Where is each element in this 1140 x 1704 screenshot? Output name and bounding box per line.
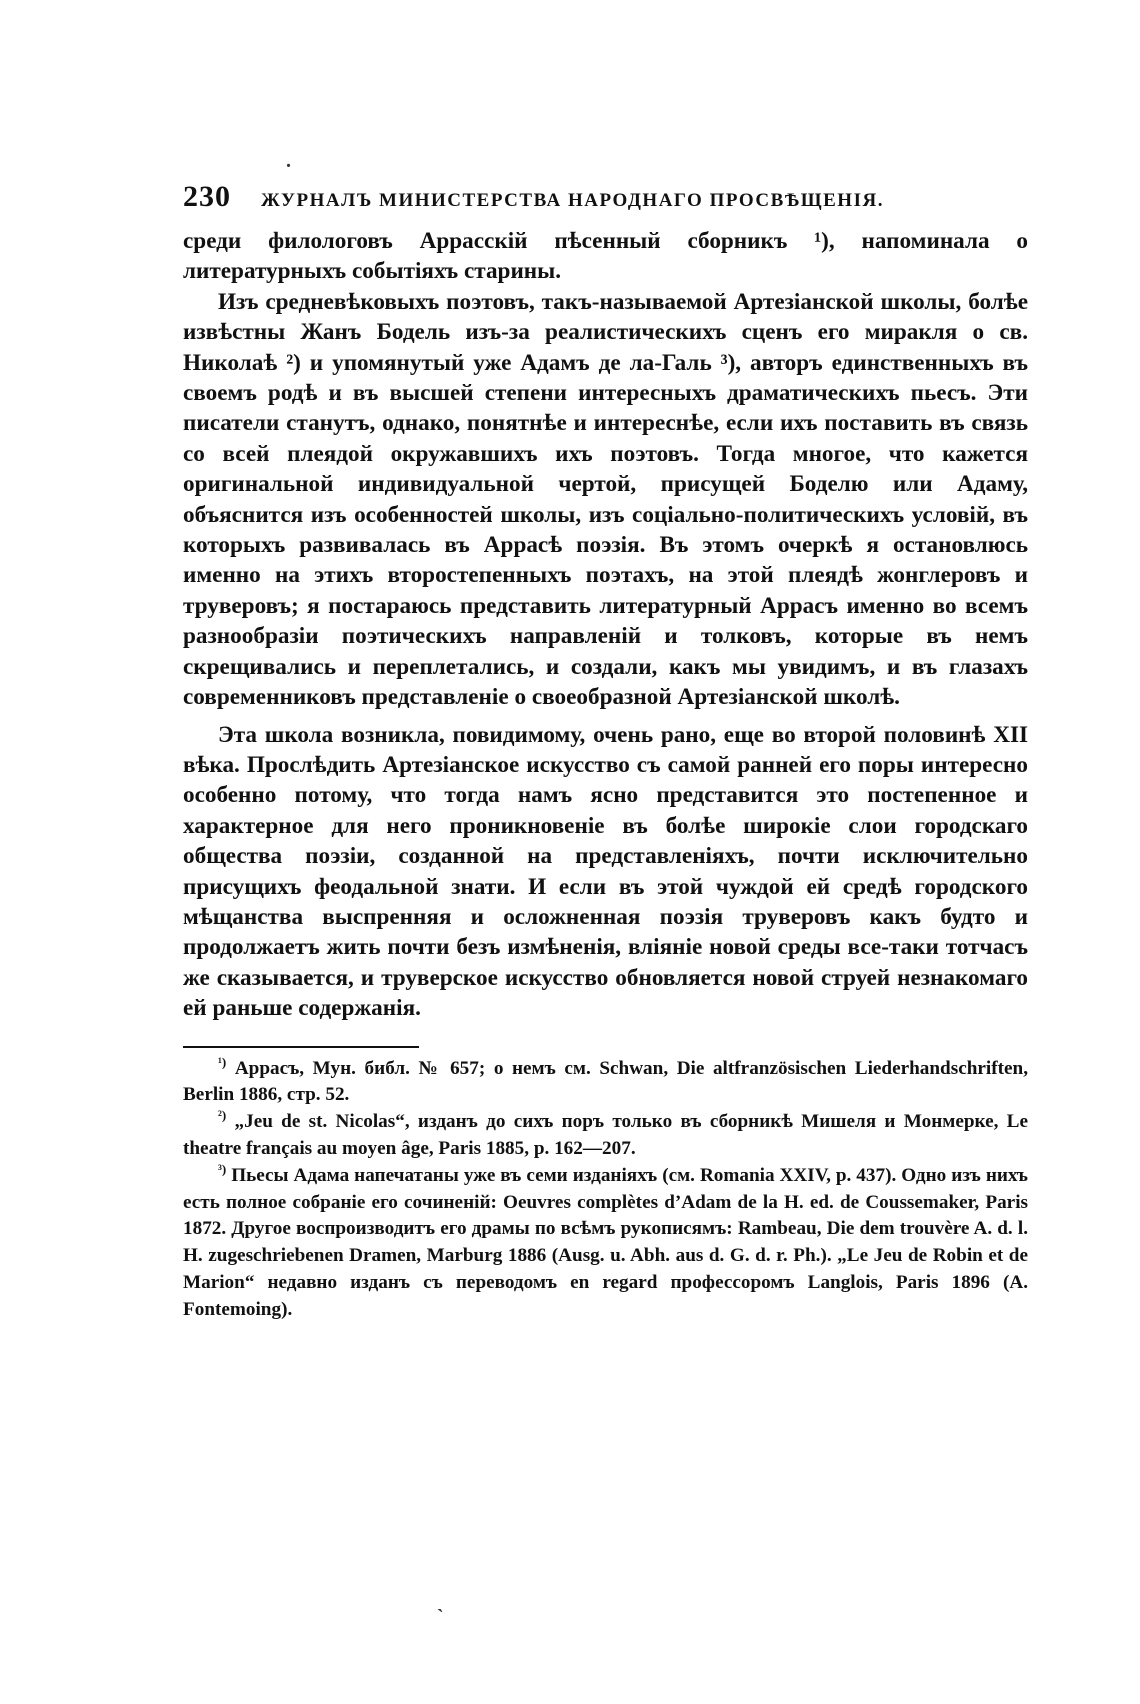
footnote-text: Аррасъ, Мун. библ. № 657; о немъ см. Schwan, Die altfranzösischen Liederhandschriften, Berlin 1886, стр. 52.	[183, 1057, 1028, 1106]
footnote-mark: ¹)	[218, 1054, 227, 1070]
page-number: 230	[183, 180, 231, 213]
footnote-3	[183, 1163, 1028, 1324]
print-speck-mark: ˋ	[437, 1606, 444, 1628]
page-header	[183, 180, 1028, 220]
paragraph-continuation: среди филологовъ Аррасскій пѣсенный сборникъ ¹), напоминала о литературныхъ событіяхъ старины.	[183, 228, 1028, 285]
running-title: ЖУРНАЛЪ МИНИСТЕРСТВА НАРОДНАГО ПРОСВѢЩЕНІЯ.	[261, 190, 884, 211]
main-text	[183, 226, 1028, 1024]
footnote-1	[183, 1056, 1028, 1110]
footnotes	[183, 1056, 1028, 1324]
footnote-divider	[183, 1046, 419, 1048]
footnote-text: „Jeu de st. Nicolas“, изданъ до сихъ поръ только въ сборникѣ Мишеля и Монмерке, Le theatre français au moyen âge, Paris 1885, p. 162—207.	[183, 1111, 1028, 1159]
print-speck-mark: .	[286, 150, 291, 172]
book-page	[183, 180, 1028, 1600]
paragraph-school-origins: Эта школа возникла, повидимому, очень рано, еще во второй половинѣ XII вѣка. Прослѣдить Артезіанское искусство съ самой ранней его поры интересно особенно потому, что тогда намъ ясно представится это постепенное и характерное для него проникновеніе въ болѣе широкіе слои городскаго общества поэзіи, созданной на представленіяхъ, почти исключительно присущихъ феодальной знати. И если въ этой чуждой ей средѣ городского мѣщанства выспренняя и осложненная поэзія труверовъ какъ будто и продолжаетъ жить почти безъ измѣненія, вліяніе новой среды все-таки тотчасъ же сказывается, и труверское искусство обновляется новой струей незнакомаго ей раньше содержанія.	[183, 721, 1028, 1022]
footnote-mark: ²)	[218, 1107, 227, 1123]
footnote-mark: ³)	[218, 1161, 227, 1177]
paragraph-artesian-poets: Изъ средневѣковыхъ поэтовъ, такъ-называемой Артезіанской школы, болѣе извѣстны Жанъ Бодель изъ-за реалистическихъ сценъ его миракля о св. Николаѣ ²) и упомянутый уже Адамъ де ла-Галь ³), авторъ единственныхъ въ своемъ родѣ и въ высшей степени интересныхъ драматическихъ пьесъ. Эти писатели станутъ, однако, понятнѣе и интереснѣе, если ихъ поставить въ связь со всей плеядой окружавшихъ ихъ поэтовъ. Тогда многое, что кажется оригинальной индивидуальной чертой, присущей Боделю или Адаму, объяснится изъ особенностей школы, изъ соціально-политическихъ условій, въ которыхъ развивалась въ Аррасѣ поэзія. Въ этомъ очеркѣ я остановлюсь именно на этихъ второстепенныхъ поэтахъ, на этой плеядѣ жонглеровъ и труверовъ; я постараюсь представить литературный Аррасъ именно во всемъ разнообразіи поэтическихъ направленій и толковъ, которые въ немъ скрещивались и переплетались, и создали, какъ мы увидимъ, и въ глазахъ современниковъ представленіе о своеобразной Артезіанской школѣ.	[183, 288, 1028, 711]
footnote-2	[183, 1109, 1028, 1163]
footnote-text: Пьесы Адама напечатаны уже въ семи изданіяхъ (см. Romania XXIV, p. 437). Одно изъ нихъ есть полное собраніе его сочиненій: Oeuvres complètes d’Adam de la H. ed. de Coussemaker, Paris 1872. Другое воспроизводитъ его драмы по всѣмъ рукописямъ: Rambeau, Die dem trouvère A. d. l. H. zugeschriebenen Dramen, Marburg 1886 (Ausg. u. Abh. aus d. G. d. r. Ph.). „Le Jeu de Robin et de Marion“ недавно изданъ съ переводомъ en regard профессоромъ Langlois, Paris 1896 (A. Fontemoing).	[183, 1164, 1028, 1320]
